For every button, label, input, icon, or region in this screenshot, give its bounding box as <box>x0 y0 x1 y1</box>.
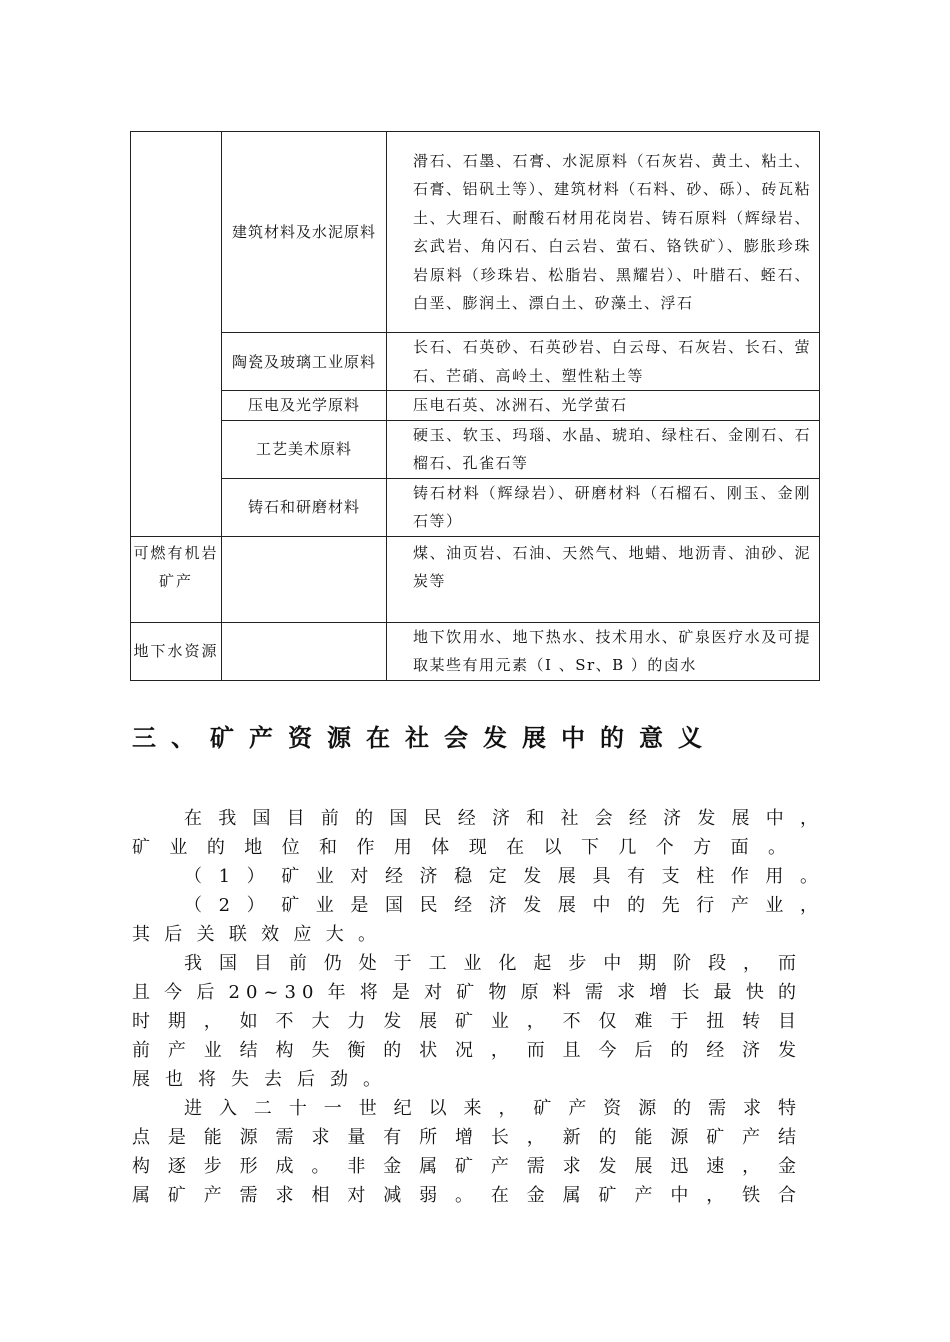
text-line: 点是能源需求量有所增长，新的能源矿产结 <box>132 1127 802 1148</box>
table-row <box>131 333 820 391</box>
table-row <box>131 420 820 478</box>
text-line: 矿业的地位和作用体现在以下几个方面。 <box>132 837 792 858</box>
minerals-cell: 硬玉、软玉、玛瑙、水晶、琥珀、绿柱石、金刚石、石榴石、孔雀石等 <box>387 420 820 478</box>
minerals-cell: 铸石材料（辉绿岩）、研磨材料（石榴石、刚玉、金刚石等） <box>387 478 820 536</box>
subcategory-cell <box>222 536 387 622</box>
paragraph <box>132 891 824 949</box>
category-cell <box>131 132 222 537</box>
paragraph <box>132 804 824 862</box>
table-row <box>131 132 820 333</box>
text-line: 展也将失去后劲。 <box>132 1069 387 1090</box>
subcategory-cell: 压电及光学原料 <box>222 391 387 421</box>
section-heading: 三、矿产资源在社会发展中的意义 <box>132 723 717 752</box>
category-cell: 可燃有机岩矿产 <box>131 536 222 622</box>
subcategory-cell: 铸石和研磨材料 <box>222 478 387 536</box>
text-line: （2）矿业是国民经济发展中的先行产业， <box>184 895 824 916</box>
text-line: 构逐步形成。非金属矿产需求发展迅速，金 <box>132 1156 802 1177</box>
category-cell: 地下水资源 <box>131 622 222 680</box>
subcategory-cell: 陶瓷及玻璃工业原料 <box>222 333 387 391</box>
text-line: 属矿产需求相对减弱。在金属矿产中，铁合 <box>132 1185 802 1206</box>
table-row <box>131 622 820 680</box>
text-line: 我国目前仍处于工业化起步中期阶段，而 <box>184 953 802 974</box>
table-row <box>131 478 820 536</box>
mineral-classification-table <box>130 131 820 681</box>
minerals-cell: 长石、石英砂、石英砂岩、白云母、石灰岩、长石、萤石、芒硝、高岭土、塑性粘土等 <box>387 333 820 391</box>
paragraph <box>132 1094 802 1210</box>
paragraph <box>132 862 824 891</box>
subcategory-cell: 建筑材料及水泥原料 <box>222 132 387 333</box>
text-line: 其后关联效应大。 <box>132 924 382 945</box>
text-line: 且今后20~30年将是对矿物原料需求增长最快的 <box>132 982 802 1003</box>
subcategory-cell <box>222 622 387 680</box>
minerals-cell: 地下饮用水、地下热水、技术用水、矿泉医疗水及可提取某些有用元素（I 、Sr、B ）的卤水 <box>387 622 820 680</box>
minerals-cell: 滑石、石墨、石膏、水泥原料（石灰岩、黄土、粘土、石膏、铝矾土等）、建筑材料（石料、砂、砾）、砖瓦粘土、大理石、耐酸石材用花岗岩、铸石原料（辉绿岩、玄武岩、角闪石、白云岩、萤石、铬铁矿）、膨胀珍珠岩原料（珍珠岩、松脂岩、黑耀岩）、叶腊石、蛭石、白垩、膨润土、漂白土、矽藻土、浮石 <box>387 132 820 333</box>
text-line: （1）矿业对经济稳定发展具有支柱作用。 <box>184 866 824 887</box>
text-line: 进入二十一世纪以来，矿产资源的需求特 <box>184 1098 802 1119</box>
text-line: 时期，如不大力发展矿业，不仅难于扭转目 <box>132 1011 802 1032</box>
subcategory-cell: 工艺美术原料 <box>222 420 387 478</box>
minerals-cell: 煤、油页岩、石油、天然气、地蜡、地沥青、油砂、泥炭等 <box>387 536 820 622</box>
text-line: 前产业结构失衡的状况，而且今后的经济发 <box>132 1040 802 1061</box>
table-row <box>131 536 820 622</box>
table-row <box>131 391 820 421</box>
paragraph <box>132 949 802 1094</box>
minerals-cell: 压电石英、冰洲石、光学萤石 <box>387 391 820 421</box>
text-line: 在我国目前的国民经济和社会经济发展中， <box>184 808 824 829</box>
